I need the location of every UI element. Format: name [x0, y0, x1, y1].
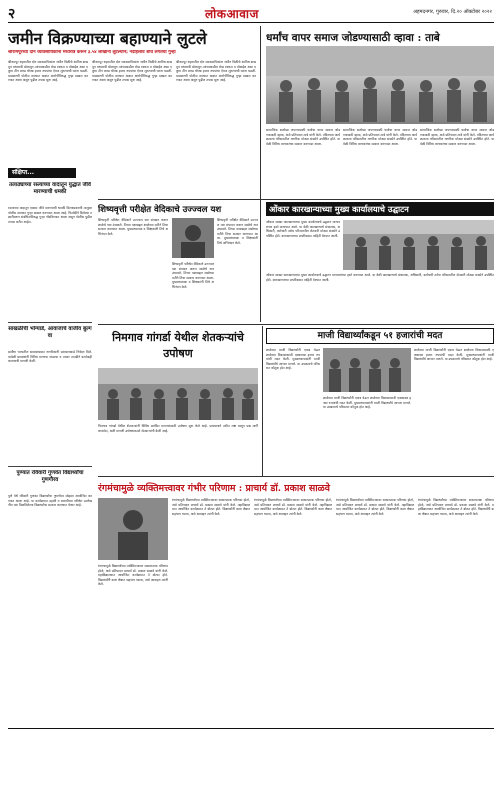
- dharma-photo: [266, 46, 494, 124]
- section-rule: [98, 324, 494, 325]
- alumni-headline: माजी विद्यार्थ्यांकडून ५१ हजारांची मदत: [317, 331, 443, 341]
- rangmanch-photo: [98, 498, 168, 560]
- brief-divider: [8, 466, 92, 467]
- rangmanch-body-col1: रंगमंचामुळे विद्यार्थ्यांच्या व्यक्तिमत्त्वावर सकारात्मक परिणाम होतो, असे प्रतिपादन प्राचार्य डॉ. प्रकाश साळवे यांनी केले. महाविद्यालयात आयोजित कार्यक्रमात ते बोलत होते. विद्यार्थ्यांनी कला क्षेत्रात सहभाग घ्यावा, असे आवाहन त्यांनी केले.: [98, 564, 168, 587]
- section-rule: [98, 476, 494, 477]
- rangmanch-body-col3: रंगमंचामुळे विद्यार्थ्यांच्या व्यक्तिमत्त्वावर सकारात्मक परिणाम होतो, असे प्रतिपादन प्राचार्य डॉ. प्रकाश साळवे यांनी केले. महाविद्यालयात आयोजित कार्यक्रमात ते बोलत होते. विद्यार्थ्यांनी कला क्षेत्रात सहभाग घ्यावा, असे आवाहन त्यांनी केले.: [254, 498, 332, 516]
- nimgaon-photo: [98, 368, 258, 420]
- masthead-rule: [8, 22, 494, 23]
- scholarship-body-col2: शिष्यवृत्ती परीक्षेत वेदिकाने उज्ज्वल यश संपादन करून शाळेचे नाव उंचावले. तिच्या यशाबद्दल शाळेच्या वतीने तिचा सत्कार करण्यात आला. मुख्याध्यापक व शिक्षकांनी तिचे अभिनंदन केले.: [217, 218, 258, 245]
- scholarship-body-col3: शिष्यवृत्ती परीक्षेत वेदिकाने उज्ज्वल यश संपादन करून शाळेचे नाव उंचावले. तिच्या यशाबद्दल शाळेच्या वतीने तिचा सत्कार करण्यात आला. मुख्याध्यापक व शिक्षकांनी तिचे अभिनंदन केले.: [172, 262, 214, 289]
- brief2-headline: साखळीची भोंग्याडे, आवाजाचे वाजीव बुल्ग वा: [8, 326, 92, 339]
- dharma-body-col2: सामाजिक सलोखा जपण्यासाठी धर्माचा वापर समाज जोडण्यासाठी व्हावा, असे प्रतिपादन ताबे यांनी केले. मंदिराच्या कार्यक्रमाला परिसरातील नागरिक मोठ्या संख्येने उपस्थित होते. या वेळी विविध मान्यवरांचा सत्कार करण्यात आला.: [343, 128, 417, 146]
- rangmanch-headline: रंगमंचामुळे व्यक्तिमत्त्वावर गंभीर परिणाम : प्राचार्य डॉ. प्रकाश साळवे: [98, 483, 331, 494]
- dateline: अहमदनगर, गुरुवार, दि.२० ऑक्टोबर २०२२: [413, 9, 492, 15]
- nimgaon-body: निमगाव गांगर्डा येथील शेतकऱ्यांनी विविध प्रलंबित मागण्यांसाठी उपोषण सुरू केले आहे. प्रशासनाने त्वरित लक्ष घालून प्रश्न मार्गी लावावेत, अशी मागणी उपोषणकर्त्या शेतकऱ्यांनी केली आहे.: [98, 424, 258, 433]
- alumni-photo: [323, 348, 411, 392]
- alumni-body-col2: शाळेच्या माजी विद्यार्थ्यांनी एकत्र येऊन शाळेच्या विकासासाठी एक्कावन्न हजार रुपयांची मदत केली. मुख्याध्यापकांनी माजी विद्यार्थ्यांचे आभार मानले. या उपक्रमाचे परिसरात कौतुक होत आहे.: [323, 396, 411, 410]
- footer-rule: [8, 728, 494, 729]
- onkar-headline: ओंकार कारखान्याच्या मुख्य कार्यालयाचे उद्घाटन: [269, 204, 409, 214]
- brief2-body: ग्रामीण भागातील समस्यांबाबत नागरिकांनी प्रशासनाकडे निवेदन दिले. यावेळी ग्रामस्थांनी विविध मागण्या मांडल्या व त्यावर तातडीने कार्यवाही करण्याची मागणी केली.: [8, 350, 92, 364]
- brand-logo: लोकआवाज: [205, 7, 259, 21]
- vertical-rule: [260, 26, 261, 322]
- alumni-headline-box: [266, 328, 494, 344]
- land-crime-body-col1: श्रीरामपूर शहरातील दोन व्यावसायिकांना जमीन विक्रीचे आमिष दाखवून मध्यरात्री बोलावून त्यांच्याकडील रोख रक्कम व मोबाईल असा एकूण तीन लाख चौपन्न हजार रुपयांचा ऐवज लुटल्याची घटना घडली. याप्रकरणी पोलीस ठाण्यात अज्ञात आरोपींविरुद्ध गुन्हा दाखल करण्यात आला असून पुढील तपास सुरू आहे.: [8, 60, 88, 83]
- portrait-graphic: [172, 218, 214, 258]
- rangmanch-body-col2: रंगमंचामुळे विद्यार्थ्यांच्या व्यक्तिमत्त्वावर सकारात्मक परिणाम होतो, असे प्रतिपादन प्राचार्य डॉ. प्रकाश साळवे यांनी केले. महाविद्यालयात आयोजित कार्यक्रमात ते बोलत होते. विद्यार्थ्यांनी कला क्षेत्रात सहभाग घ्यावा, असे आवाहन त्यांनी केले.: [172, 498, 250, 516]
- briefs-label: संक्षिप्त...: [8, 168, 76, 178]
- protest-graphic: [98, 368, 258, 420]
- vertical-rule: [262, 326, 263, 476]
- land-crime-body-col2: श्रीरामपूर शहरातील दोन व्यावसायिकांना जमीन विक्रीचे आमिष दाखवून मध्यरात्री बोलावून त्यांच्याकडील रोख रक्कम व मोबाईल असा एकूण तीन लाख चौपन्न हजार रुपयांचा ऐवज लुटल्याची घटना घडली. याप्रकरणी पोलीस ठाण्यात अज्ञात आरोपींविरुद्ध गुन्हा दाखल करण्यात आला असून पुढील तपास सुरू आहे.: [92, 60, 172, 83]
- crowd-photo-graphic: [266, 46, 494, 124]
- alumni-body-col3: शाळेच्या माजी विद्यार्थ्यांनी एकत्र येऊन शाळेच्या विकासासाठी एक्कावन्न हजार रुपयांची मदत केली. मुख्याध्यापकांनी माजी विद्यार्थ्यांचे आभार मानले. या उपक्रमाचे परिसरात कौतुक होत आहे.: [414, 348, 494, 362]
- group-photo-graphic: [323, 348, 411, 392]
- section-rule: [98, 199, 494, 200]
- speaker-graphic: [98, 498, 168, 560]
- brief1-headline: तलाठ्याच्या रस्त्याच्या वादातून युद्धात जीवे मारण्याची धमकी: [9, 182, 91, 195]
- land-crime-headline: जमीन विक्रण्याच्या बहाण्याने लुटले: [8, 29, 207, 48]
- brief-divider: [8, 322, 92, 323]
- brief3-headline: पुण्यात रविवारी गुणवंत विद्यार्थ्यांचा गुणगौरव: [16, 470, 84, 483]
- land-crime-body-col3: श्रीरामपूर शहरातील दोन व्यावसायिकांना जमीन विक्रीचे आमिष दाखवून मध्यरात्री बोलावून त्यांच्याकडील रोख रक्कम व मोबाईल असा एकूण तीन लाख चौपन्न हजार रुपयांचा ऐवज लुटल्याची घटना घडली. याप्रकरणी पोलीस ठाण्यात अज्ञात आरोपींविरुद्ध गुन्हा दाखल करण्यात आला असून पुढील तपास सुरू आहे.: [176, 60, 256, 83]
- scholarship-photo: [172, 218, 214, 258]
- page-number: २: [8, 6, 16, 22]
- ribbon-cutting-graphic: [343, 220, 494, 270]
- nimgaon-headline-line1: निमगाव गांगर्डा येथील शेतकऱ्यांचे उपोषण: [112, 331, 244, 360]
- dharma-body-col3: सामाजिक सलोखा जपण्यासाठी धर्माचा वापर समाज जोडण्यासाठी व्हावा, असे प्रतिपादन ताबे यांनी केले. मंदिराच्या कार्यक्रमाला परिसरातील नागरिक मोठ्या संख्येने उपस्थित होते. या वेळी विविध मान्यवरांचा सत्कार करण्यात आला.: [420, 128, 494, 146]
- rangmanch-body-col4: रंगमंचामुळे विद्यार्थ्यांच्या व्यक्तिमत्त्वावर सकारात्मक परिणाम होतो, असे प्रतिपादन प्राचार्य डॉ. प्रकाश साळवे यांनी केले. महाविद्यालयात आयोजित कार्यक्रमात ते बोलत होते. विद्यार्थ्यांनी कला क्षेत्रात सहभाग घ्यावा, असे आवाहन त्यांनी केले.: [336, 498, 414, 516]
- rangmanch-body-col5: रंगमंचामुळे विद्यार्थ्यांच्या व्यक्तिमत्त्वावर सकारात्मक परिणाम होतो, असे प्रतिपादन प्राचार्य डॉ. प्रकाश साळवे यांनी केले. महाविद्यालयात आयोजित कार्यक्रमात ते बोलत होते. विद्यार्थ्यांनी कला क्षेत्रात सहभाग घ्यावा, असे आवाहन त्यांनी केले.: [418, 498, 494, 516]
- land-crime-subhead: श्रीरामपूरच्या दोन व्यावसायिकांना मध्यरात्र करून ३.५४ लाखांना लुटल्याने; नंदीहेलाव शीव लगतचा गुन्हा: [8, 50, 176, 55]
- scholarship-body-col1: शिष्यवृत्ती परीक्षेत वेदिकाने उज्ज्वल यश संपादन करून शाळेचे नाव उंचावले. तिच्या यशाबद्दल शाळेच्या वतीने तिचा सत्कार करण्यात आला. मुख्याध्यापक व शिक्षकांनी तिचे अभिनंदन केले.: [98, 218, 168, 236]
- alumni-body-col1: शाळेच्या माजी विद्यार्थ्यांनी एकत्र येऊन शाळेच्या विकासासाठी एक्कावन्न हजार रुपयांची मदत केली. मुख्याध्यापकांनी माजी विद्यार्थ्यांचे आभार मानले. या उपक्रमाचे परिसरात कौतुक होत आहे.: [266, 348, 320, 371]
- onkar-body-col1: ओंकार साखर कारखान्याच्या मुख्य कार्यालयाचे उद्घाटन मान्यवरांच्या हस्ते करण्यात आले. या वेळी कारखान्याचे संचालक, अधिकारी, कर्मचारी तसेच परिसरातील शेतकरी मोठ्या संख्येने उपस्थित होते. कारखान्याच्या प्रगतीबाबत माहिती देण्यात आली.: [266, 220, 340, 238]
- brief1-body: रस्त्याच्या वादातून एकास जीवे मारण्याची धमकी दिल्याप्रकरणी तालुका पोलीस ठाण्यात गुन्हा दाखल करण्यात आला आहे. फिर्यादीने दिलेल्या तक्रारीवरून संबंधितांविरुद्ध गुन्हा नोंदविण्यात आला असून पोलीस पुढील तपास करीत आहेत.: [8, 206, 92, 224]
- dharma-body-col1: सामाजिक सलोखा जपण्यासाठी धर्माचा वापर समाज जोडण्यासाठी व्हावा, असे प्रतिपादन ताबे यांनी केले. मंदिराच्या कार्यक्रमाला परिसरातील नागरिक मोठ्या संख्येने उपस्थित होते. या वेळी विविध मान्यवरांचा सत्कार करण्यात आला.: [266, 128, 340, 146]
- scholarship-headline: शिष्यवृत्ती परीक्षेत वेदिकाचे उज्ज्वल यश: [98, 205, 222, 215]
- brief3-body: पुणे येथे रविवारी गुणवंत विद्यार्थ्यांचा गुणगौरव सोहळा आयोजित करण्यात आला आहे. या कार्यक्रमात दहावी व बारावीच्या परीक्षेत उल्लेखनीय यश मिळविलेल्या विद्यार्थ्यांचा सत्कार करण्यात येणार आहे.: [8, 494, 92, 508]
- dharma-headline: धर्मांच वापर समाज जोडण्यासाठी व्हावा : ताबे: [266, 32, 440, 44]
- onkar-headline-bar: [266, 202, 494, 216]
- onkar-body-wide: ओंकार साखर कारखान्याच्या मुख्य कार्यालयाचे उद्घाटन मान्यवरांच्या हस्ते करण्यात आले. या वेळी कारखान्याचे संचालक, अधिकारी, कर्मचारी तसेच परिसरातील शेतकरी मोठ्या संख्येने उपस्थित होते. कारखान्याच्या प्रगतीबाबत माहिती देण्यात आली.: [266, 273, 494, 282]
- onkar-photo: [343, 220, 494, 270]
